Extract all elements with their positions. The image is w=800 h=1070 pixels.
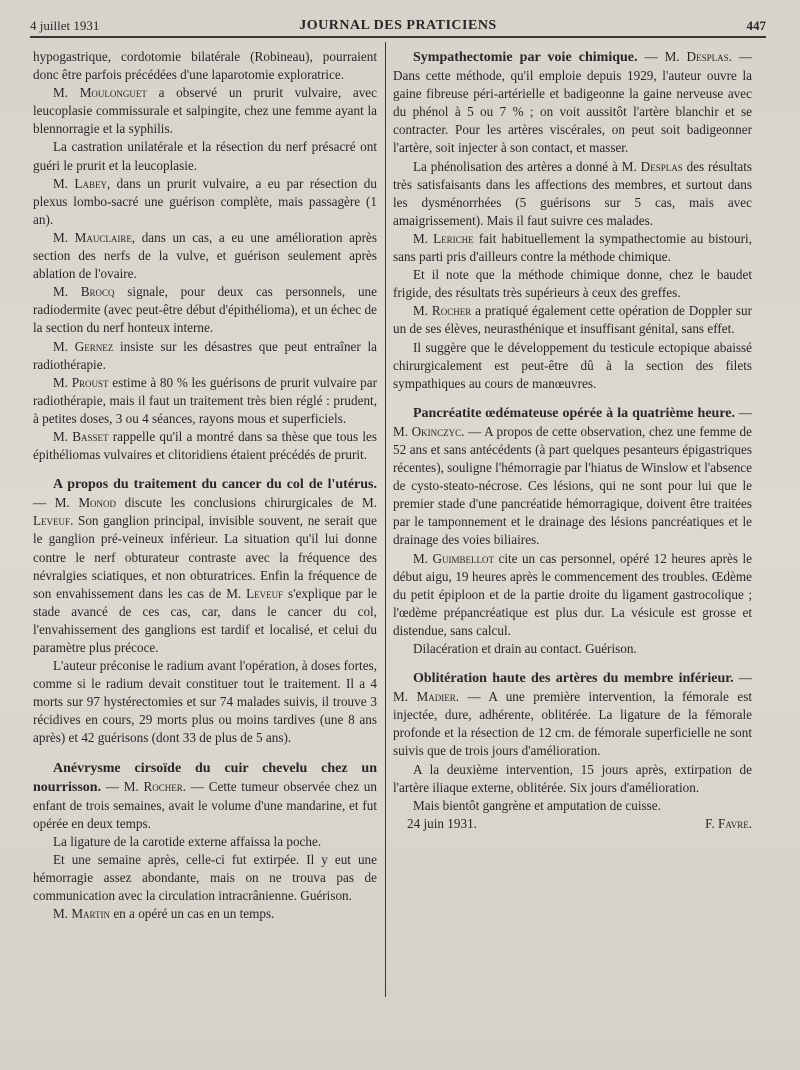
- paragraph: [33, 338, 377, 374]
- paragraph: [33, 374, 377, 428]
- paragraph-text: — M.: [101, 778, 144, 794]
- paragraph-text: a pratiqué également cette opération de Doppler sur un de ses élèves, neurasthénique et insuffisant génital, sans effet.: [393, 303, 753, 337]
- section-heading: A propos du traitement du cancer du col de l'utérus.: [53, 477, 377, 493]
- paragraph-text: en a opéré un cas en un temps.: [110, 906, 275, 922]
- author-name: M. Martin: [53, 906, 111, 922]
- paragraph-text: cite un cas personnel, opéré 12 heures après le début aigu, 19 heures après le commencement des troubles. Œdème du petit épiploon et de la partie droite du ligament gastrocolique ; l'œdème prépancréatique est plus dur. La vésicule est grosse et distendue, sans calcul.: [393, 550, 752, 638]
- author-name: M. Proust: [53, 374, 109, 390]
- paragraph: [33, 175, 377, 229]
- paragraph: hypogastrique, cordotomie bilatérale (Robineau), pourraient donc être parfois précédées d'une laparotomie exploratrice.: [33, 49, 377, 83]
- paragraph: [33, 905, 377, 923]
- paragraph: A la deuxième intervention, 15 jours après, extirpation de l'artère iliaque externe, oblitérée. Six jours d'amélioration.: [393, 761, 752, 795]
- section-heading: Sympathectomie par voie chimique.: [413, 50, 638, 65]
- paragraph: L'auteur préconise le radium avant l'opération, à doses fortes, comme si le radium devait constituer tout le traitement. Il a 4 morts sur 97 hystérectomies et sur 74 malades suivis, il trouve 3 récidives en cours, 29 morts plus ou moins tardives (une 8 ans après) et 42 guérisons (dont 33 de plus de 5 ans).: [33, 658, 377, 746]
- paragraph-text: La phénolisation des artères a donné à M.: [413, 158, 641, 174]
- author-name: M. Brocq: [53, 284, 115, 300]
- author-name: Okinczyc: [411, 423, 462, 439]
- signature-date: 24 juin 1931.: [407, 815, 477, 831]
- author-name: M. Rocher: [413, 303, 472, 319]
- paragraph: Il suggère que le développement du testicule ectopique abaissé chirurgicalement est peut-être dû à la section des filets sympathiques au cours de manœuvres.: [393, 339, 752, 391]
- paragraph-text: rappelle qu'il a montré dans sa thèse que tous les épithéliomas vulvaires et clitoridiens étaient précédés de prurit.: [33, 428, 377, 463]
- signature-line: [393, 815, 752, 833]
- paragraph-text: signale, pour deux cas personnels, une radiodermite (avec peut-être début d'épithélioma), et un échec de la section du nerf honteux interne.: [33, 284, 377, 336]
- column-divider: [385, 42, 386, 997]
- paragraph: Et une semaine après, celle-ci fut extirpée. Il y eut une hémorragie assez abondante, mais on ne trouva pas de communication avec la circulation intracrânienne. Guérison.: [33, 852, 377, 904]
- paragraph-text: — M.: [393, 404, 752, 439]
- author-name: Rocher: [143, 778, 183, 794]
- author-name: Madier: [416, 689, 456, 705]
- page-header: [30, 14, 766, 36]
- left-column: [33, 48, 377, 923]
- section-heading: Anévrysme cirsoïde du cuir chevelu chez un nourrisson.: [33, 760, 377, 795]
- signature-author: F. Favre.: [705, 815, 752, 831]
- author-name: Monod: [78, 495, 117, 511]
- paragraph-text: . — A propos de cette observation, chez une femme de 52 ans et sans antécédents (à part quelques pesanteurs épigastriques récentes), souligne l'hémorragie par l'hiatus de Winslow et l'absence de cysto-steato-nécrose. Ces lésions, qui ne sont pour lui que le premier stade d'une pancréatide hémorragique, doivent être traitées par le tamponnement et le drainage des lésions pancréatiques et le drainage des voies biliaires.: [393, 423, 752, 548]
- page-number: 447: [746, 18, 766, 33]
- paragraph: [33, 84, 377, 138]
- section-heading: Oblitération haute des artères du membre inférieur.: [413, 671, 734, 687]
- paragraph: Dilacération et drain au contact. Guérison.: [413, 641, 637, 656]
- paragraph-text: — M.: [393, 670, 752, 705]
- paragraph-text: des résultats très satisfaisants dans les affections des membres, et surtout dans les dysménorrhées (5 guérisons sur 5 cas, mais avec amaigrissement). Mais il faut suivre ces malades.: [393, 158, 753, 228]
- paragraph-text: . — A une première intervention, la fémorale est injectée, dure, adhérente, oblitérée. La ligature de la fémorale profonde et la résection de 12 cm. de fémorale superficielle ne sont suivis que de trois jours d'amélioration.: [393, 689, 752, 759]
- paragraph: [33, 428, 377, 464]
- section-paragraph: [393, 48, 752, 158]
- paragraph-text: , dans un prurit vulvaire, a eu par résection du plexus lombo-sacré une guérison complète, mais passagère (1 an).: [33, 175, 377, 227]
- paragraph-text: — M.: [637, 49, 687, 64]
- author-name: M. Basset: [53, 428, 109, 444]
- right-column: [393, 48, 752, 833]
- journal-title: JOURNAL DES PRATICIENS: [299, 18, 497, 33]
- paragraph: [393, 302, 752, 338]
- author-name: M. Guimbellot: [413, 550, 494, 566]
- paragraph-text: , dans un cas, a eu une amélioration après section des nerfs de la vulve, et guérison seulement après ablation de l'ovaire.: [33, 229, 378, 282]
- paragraph-text: . — Dans cette méthode, qu'il emploie depuis 1929, l'auteur ouvre la gaine fibreuse péri-artérielle et badigeonne la gaine nerveuse avec du phénol à 5 ou 7 % ; on voit aussitôt l'artère blanchir et se contracter. Pour les artères viscérales, on peut soit badigeonner l'artère, soit injecter à son contact, et masser.: [393, 49, 753, 156]
- paragraph-text: fait habituellement la sympathectomie au bistouri, sans parti pris d'ailleurs contre la méthode chimique.: [393, 230, 752, 265]
- author-name: Desplas: [640, 158, 683, 174]
- paragraph-text: estime à 80 % les guérisons de prurit vulvaire par radiothérapie, mais il faut un traitement très bien réglé : prudent, à petites doses, 3 ou 4 séances, rayons mous et superficiels.: [33, 374, 377, 426]
- paragraph: [393, 550, 752, 640]
- paragraph: [33, 283, 377, 337]
- author-name: Desplas: [686, 49, 729, 64]
- paragraph: [33, 229, 377, 283]
- paragraph: Mais bientôt gangrène et amputation de cuisse.: [413, 797, 661, 813]
- header-rule: [30, 36, 766, 38]
- paragraph: [393, 230, 752, 266]
- paragraph-text: . Son ganglion principal, invisible souvent, ne serait que le ganglion pré-veineux inférieur. La situation qu'il lui donne contre le nerf obturateur contraste avec la fréquence des névralgies sciatiques, et non obturatrices. Enfin la fréquence de son envahissement dans les cas de M.: [33, 513, 377, 601]
- paragraph-text: discute les conclusions chirurgicales de M.: [116, 495, 377, 511]
- section-paragraph: [393, 669, 752, 760]
- paragraph: La ligature de la carotide externe affaissa la poche.: [53, 833, 322, 849]
- author-name: M. Mauclaire: [53, 229, 132, 245]
- paragraph-text: a observé un prurit vulvaire, avec leucoplasie commissurale et salpingite, chez une femme ayant la blennorragie et la syphilis.: [33, 85, 377, 137]
- section-heading: Pancréatite œdémateuse opérée à la quatrième heure.: [413, 405, 735, 421]
- issue-date: 4 juillet 1931: [30, 18, 100, 33]
- section-paragraph: [33, 475, 377, 657]
- paragraph-text: insiste sur les désastres que peut entraîner la radiothérapie.: [33, 338, 378, 372]
- paragraph-text: — M.: [33, 495, 79, 511]
- paragraph: [393, 158, 752, 230]
- author-name: M. Moulonguet: [53, 85, 147, 101]
- paragraph: Et il note que la méthode chimique donne, chez le baudet frigide, des résultats très supérieurs à ceux des greffes.: [393, 267, 752, 301]
- paragraph-text: s'explique par le stade avancé de ces cas, car, dans le cancer du col, l'envahissement des ganglions est tardif et localisé, et celui du paramètre plus précoce.: [33, 585, 377, 655]
- author-name: M. Gernez: [53, 338, 114, 354]
- author-name: M. Labey: [53, 175, 107, 191]
- author-name: Leveuf: [246, 585, 284, 601]
- section-paragraph: [33, 759, 377, 833]
- author-name: Leveuf: [33, 513, 71, 529]
- section-paragraph: [393, 404, 752, 550]
- paragraph-text: . — Cette tumeur observée chez un enfant de trois semaines, avait le volume d'une mandarine, et fut opérée en deux temps.: [33, 778, 377, 831]
- author-name: M. Leriche: [413, 230, 474, 246]
- paragraph: La castration unilatérale et la résection du nerf présacré ont guéri le prurit et la leucoplasie.: [33, 139, 377, 173]
